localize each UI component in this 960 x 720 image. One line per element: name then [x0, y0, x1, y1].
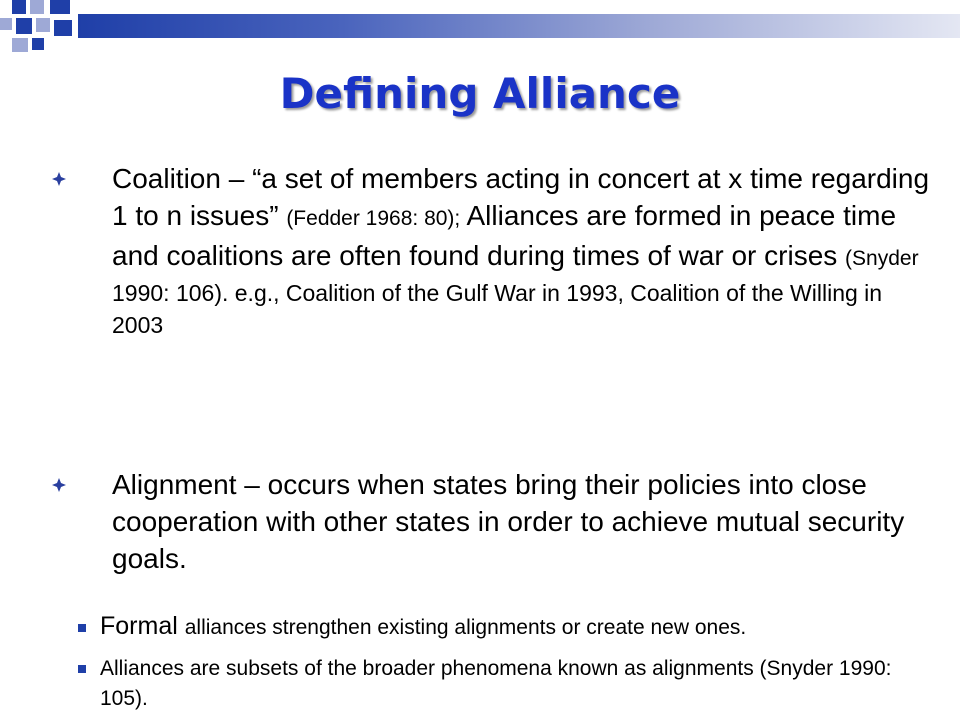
bullet-item	[52, 160, 932, 341]
decor-square	[16, 18, 32, 34]
decor-square	[12, 0, 26, 14]
bullet-item	[52, 466, 932, 577]
header-gradient-bar	[78, 14, 960, 38]
decor-square	[50, 0, 70, 14]
bullet-line: Coalition – “a set of members acting in concert at x time regarding 1 to n issues”	[112, 163, 930, 231]
slide-title: Defining Alliance	[279, 69, 681, 118]
subbullet-lead: Formal	[100, 612, 178, 640]
square-bullet-icon	[78, 624, 86, 632]
subbullet-item	[100, 610, 940, 644]
citation: (Snyder	[845, 247, 919, 270]
decor-square	[0, 18, 12, 30]
bullet-line: Alliances are formed in peace time and coalitions are often found during times of war or crises	[112, 200, 897, 271]
citation: (Fedder 1968: 80);	[286, 207, 461, 230]
bullet-text: Alignment – occurs when states bring their policies into close cooperation with other states in order to achieve mutual security goals.	[112, 469, 905, 574]
decor-square	[36, 18, 50, 32]
bullet-line: 1990: 106). e.g., Coalition of the Gulf War in 1993, Coalition of the Willing in 2003	[112, 280, 883, 338]
decor-square	[54, 20, 72, 36]
decor-square	[12, 38, 28, 52]
subbullet-text: Alliances are subsets of the broader phenomena known as alignments (Snyder 1990: 105).	[100, 657, 892, 710]
subbullet-text: alliances strengthen existing alignments or create new ones.	[184, 616, 747, 639]
bullet-text	[62, 160, 932, 341]
decor-square	[30, 0, 44, 14]
diamond-bullet-icon	[52, 172, 66, 186]
decor-square	[32, 38, 44, 50]
diamond-bullet-icon	[52, 478, 66, 492]
subbullet-item	[100, 654, 940, 714]
square-bullet-icon	[78, 665, 86, 673]
